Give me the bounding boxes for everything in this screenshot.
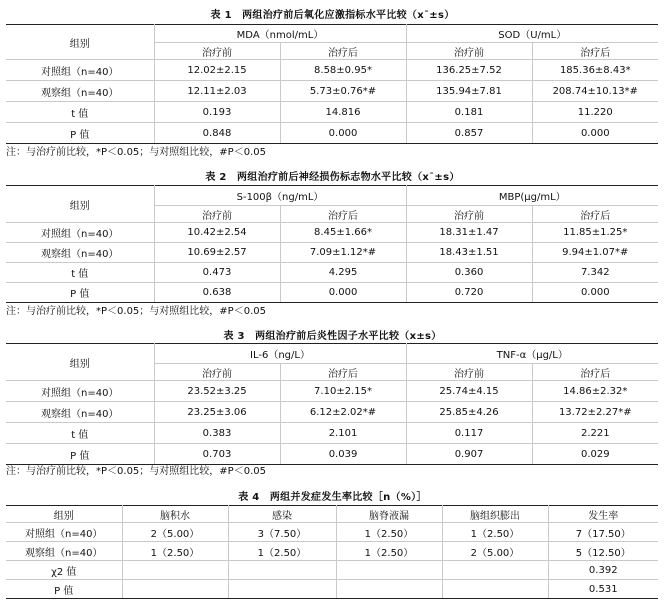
row-label: 观察组（n=40） [6,81,154,102]
row-label: 观察组（n=40） [6,243,154,263]
row-label: 对照组（n=40） [6,60,154,81]
col-header: 脑脊液漏 [336,506,442,523]
cell: 0.000 [532,123,658,144]
before-header: 治疗前 [154,206,280,223]
col-group-header: 组别 [6,186,154,223]
cell: 0.848 [154,123,280,144]
cell: 7.09±1.12*# [280,243,406,263]
cell: 0.392 [548,561,658,580]
after-header: 治疗后 [532,364,658,381]
table3-note: 注：与治疗前比较，*P＜0.05；与对照组比较，#P＜0.05 [6,466,266,477]
before-header: 治疗前 [154,43,280,60]
col-group-header: 组别 [6,25,154,60]
row-label: 观察组（n=40） [6,542,122,561]
cell [122,561,228,580]
after-header: 治疗后 [280,364,406,381]
cell: 6.12±2.02*# [280,402,406,423]
cell: 13.72±2.27*# [532,402,658,423]
table1 [6,24,658,144]
before-header: 治疗前 [406,43,532,60]
cell: 25.85±4.26 [406,402,532,423]
col-header: 组别 [6,506,122,523]
row-label: P 值 [6,580,122,599]
row-label: 对照组（n=40） [6,523,122,542]
s100b-header: S-100β（ng/mL） [154,186,406,206]
cell: 14.816 [280,102,406,123]
cell: 12.11±2.03 [154,81,280,102]
cell [336,580,442,599]
cell: 0.117 [406,423,532,444]
cell [442,580,548,599]
cell: 0.383 [154,423,280,444]
cell: 0.181 [406,102,532,123]
cell: 0.039 [280,444,406,465]
cell: 0.703 [154,444,280,465]
row-label: χ2 值 [6,561,122,580]
cell [228,580,336,599]
cell: 7.10±2.15* [280,381,406,402]
cell: 7（17.50） [548,523,658,542]
cell: 8.58±0.95* [280,60,406,81]
cell: 23.52±3.25 [154,381,280,402]
cell: 1（2.50） [336,523,442,542]
cell: 0.360 [406,263,532,283]
cell: 1（2.50） [442,523,548,542]
cell: 10.42±2.54 [154,223,280,243]
before-header: 治疗前 [154,364,280,381]
cell: 11.220 [532,102,658,123]
row-label: t 值 [6,263,154,283]
before-header: 治疗前 [406,364,532,381]
table3 [6,343,658,465]
cell: 2.221 [532,423,658,444]
cell: 0.000 [532,283,658,303]
cell: 18.43±1.51 [406,243,532,263]
cell: 0.720 [406,283,532,303]
cell [122,580,228,599]
cell: 8.45±1.66* [280,223,406,243]
il6-header: IL-6（ng/L） [154,344,406,364]
cell: 14.86±2.32* [532,381,658,402]
cell [442,561,548,580]
col-header: 发生率 [548,506,658,523]
cell: 0.638 [154,283,280,303]
col-header: 感染 [228,506,336,523]
table4-caption: 表 4 两组并发症发生率比较［n（%）］ [238,492,427,503]
table2 [6,185,658,303]
row-label: t 值 [6,102,154,123]
col-header: 脑积水 [122,506,228,523]
cell: 1（2.50） [336,542,442,561]
row-label: P 值 [6,283,154,303]
cell: 136.25±7.52 [406,60,532,81]
row-label: t 值 [6,423,154,444]
cell [336,561,442,580]
cell: 7.342 [532,263,658,283]
cell [228,561,336,580]
after-header: 治疗后 [532,206,658,223]
after-header: 治疗后 [280,206,406,223]
cell: 11.85±1.25* [532,223,658,243]
table2-note: 注：与治疗前比较，*P＜0.05；与对照组比较，#P＜0.05 [6,306,266,317]
col-header: 脑组织膨出 [442,506,548,523]
table3-caption: 表 3 两组治疗前后炎性因子水平比较（x±s） [223,331,442,342]
cell: 0.857 [406,123,532,144]
cell: 0.531 [548,580,658,599]
cell: 0.029 [532,444,658,465]
cell: 185.36±8.43* [532,60,658,81]
cell: 2（5.00） [122,523,228,542]
table2-caption: 表 2 两组治疗前后神经损伤标志物水平比较（x¯±s） [205,172,460,183]
cell: 18.31±1.47 [406,223,532,243]
cell: 23.25±3.06 [154,402,280,423]
mbp-header: MBP(μg/mL） [406,186,658,206]
after-header: 治疗后 [280,43,406,60]
cell: 0.193 [154,102,280,123]
row-label: 对照组（n=40） [6,381,154,402]
cell: 135.94±7.81 [406,81,532,102]
cell: 0.000 [280,123,406,144]
row-label: P 值 [6,444,154,465]
row-label: 观察组（n=40） [6,402,154,423]
sod-header: SOD（U/mL） [406,25,658,43]
cell: 10.69±2.57 [154,243,280,263]
row-label: 对照组（n=40） [6,223,154,243]
cell: 4.295 [280,263,406,283]
cell: 25.74±4.15 [406,381,532,402]
cell: 2.101 [280,423,406,444]
cell: 0.473 [154,263,280,283]
cell: 2（5.00） [442,542,548,561]
col-group-header: 组别 [6,344,154,381]
table4 [6,505,658,599]
cell: 208.74±10.13*# [532,81,658,102]
mda-header: MDA（nmol/mL） [154,25,406,43]
tnf-header: TNF-α（μg/L） [406,344,658,364]
cell: 1（2.50） [122,542,228,561]
table1-caption: 表 1 两组治疗前后氧化应激指标水平比较（x¯±s） [210,10,455,21]
cell: 1（2.50） [228,542,336,561]
cell: 12.02±2.15 [154,60,280,81]
cell: 0.907 [406,444,532,465]
cell: 3（7.50） [228,523,336,542]
cell: 9.94±1.07*# [532,243,658,263]
cell: 5（12.50） [548,542,658,561]
cell: 5.73±0.76*# [280,81,406,102]
cell: 0.000 [280,283,406,303]
row-label: P 值 [6,123,154,144]
table1-note: 注：与治疗前比较，*P＜0.05；与对照组比较，#P＜0.05 [6,147,266,158]
before-header: 治疗前 [406,206,532,223]
after-header: 治疗后 [532,43,658,60]
